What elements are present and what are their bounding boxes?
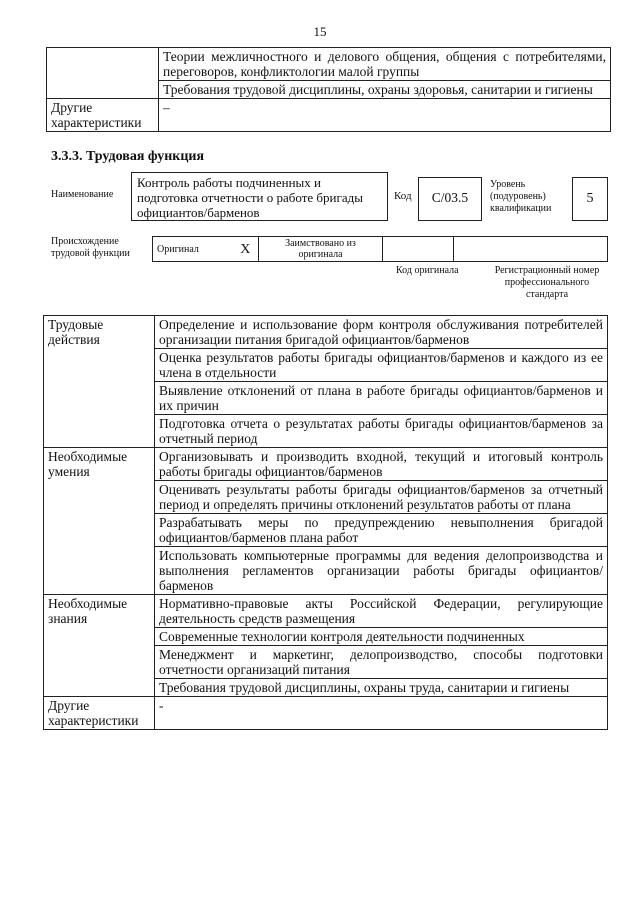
table-cell: Нормативно-правовые акты Российской Федерации, регулирующие деятельность средств размещения [155,595,608,628]
group-label-knowledge: Необходимые знания [44,595,155,697]
table-row [47,48,611,81]
registration-number-cell [454,237,608,262]
function-name: Контроль работы подчиненных и подготовка отчетности о работе бригады официантов/барменов [131,172,388,221]
table-row [44,697,608,730]
borrowed-label: Заимствовано из оригинала [259,237,383,262]
top-table [46,47,611,132]
original-code-caption: Код оригинала [396,265,459,276]
table-row [44,448,608,481]
table-row [44,316,608,349]
table-cell: Использовать компьютерные программы для ведения делопроизводства и выполнения регламентов организации работы бригады официантов/барменов [155,547,608,595]
original-mark: X [233,237,259,262]
table-cell: Оценка результатов работы бригады официантов/барменов и каждого из ее члена в отдельности [155,349,608,382]
table-cell: Разрабатывать меры по предупреждению невыполнения бригадой официантов/барменов плана работ [155,514,608,547]
table-cell: Современные технологии контроля деятельности подчиненных [155,628,608,646]
original-code-cell [383,237,454,262]
name-label: Наименование [51,189,114,200]
table-row [47,99,611,132]
function-code: С/03.5 [418,177,482,221]
registration-number-caption: Регистрационный номер профессионального стандарта [494,265,600,300]
table-cell: - [155,697,608,730]
table-cell: Определение и использование форм контроля обслуживания потребителей организации питания бригадой официантов/барменов [155,316,608,349]
main-table [43,315,608,730]
group-label-skills: Необходимые умения [44,448,155,595]
level-value: 5 [572,177,608,221]
table-cell: Оценивать результаты работы бригады официантов/барменов за отчетный период и определять причины отклонений результатов работы от плана [155,481,608,514]
table-cell: Подготовка отчета о результатах работы бригады официантов/барменов за отчетный период [155,415,608,448]
table-cell: Организовывать и производить входной, текущий и итоговый контроль работы бригады официантов/барменов [155,448,608,481]
group-label-other: Другие характеристики [44,697,155,730]
table-cell: Выявление отклонений от плана в работе бригады официантов/барменов и их причин [155,382,608,415]
page-number: 15 [313,24,327,39]
original-label: Оригинал [153,237,233,262]
group-label-actions: Трудовые действия [44,316,155,448]
table-row [44,595,608,628]
table-cell: Менеджмент и маркетинг, делопроизводство, способы подготовки отчетности организаций питания [155,646,608,679]
row-label [47,48,159,99]
level-label: Уровень (подуровень) квалификации [490,179,552,214]
origin-table [152,236,608,262]
table-cell: Требования трудовой дисциплины, охраны здоровья, санитарии и гигиены [159,81,611,99]
table-cell: – [159,99,611,132]
section-title: 3.3.3. Трудовая функция [51,149,205,164]
table-cell: Требования трудовой дисциплины, охраны труда, санитарии и гигиены [155,679,608,697]
code-label: Код [394,190,412,202]
row-label: Другие характеристики [47,99,159,132]
table-cell: Теории межличностного и делового общения, общения с потребителями, переговоров, конфликтологии малой группы [159,48,611,81]
origin-label: Происхождение трудовой функции [51,236,130,259]
